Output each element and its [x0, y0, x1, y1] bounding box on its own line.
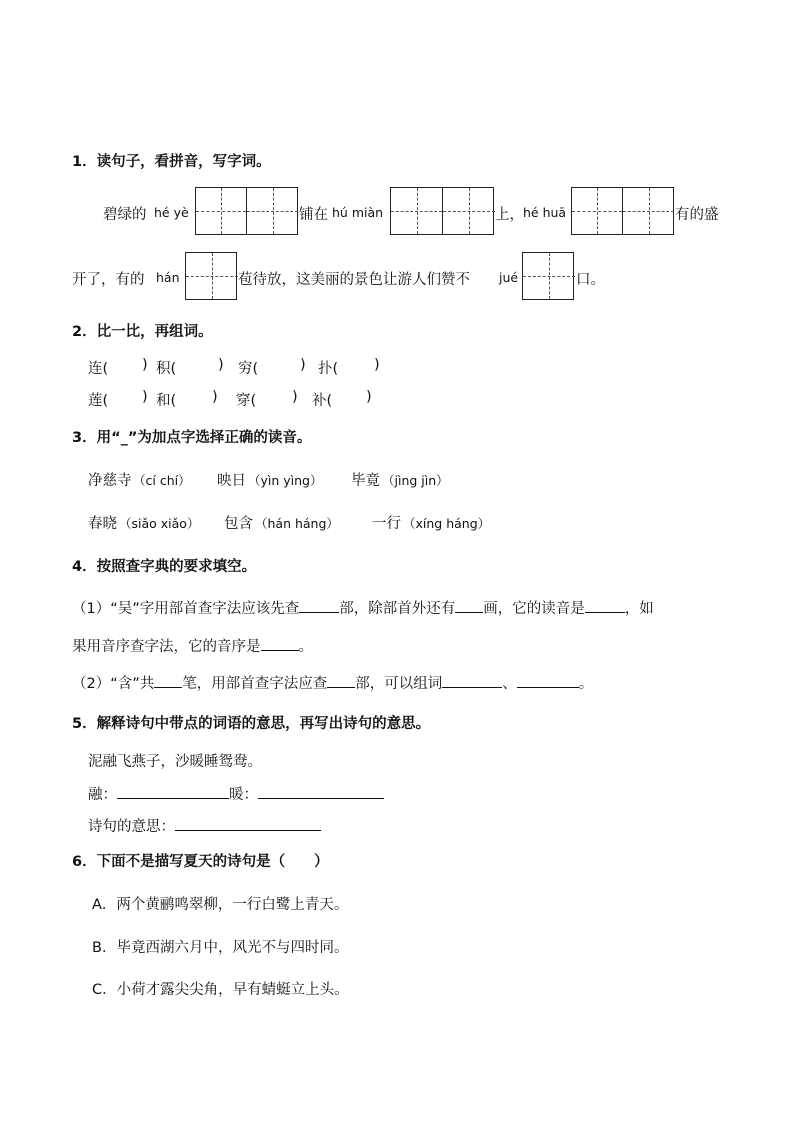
q4-part1: （1）“吴”字用部首查字法应该先查 部，除部首外还有 画，它的读音是 ，如 [72, 597, 654, 618]
q5-heading: 5．解释诗句中带点的词语的意思，再写出诗句的意思。 [72, 716, 431, 732]
q3-word: 春晓 [88, 516, 117, 532]
tianzige-box[interactable] [522, 252, 574, 300]
compare-char: 莲( [88, 393, 109, 409]
pinyin-hint: hú miàn [332, 205, 384, 220]
tianzige-box[interactable] [195, 187, 298, 235]
bracket-close: ) [300, 357, 306, 373]
pinyin-options: （siǎo xiǎo） [119, 516, 200, 531]
answer-blank[interactable] [455, 598, 483, 613]
pinyin-options: （hán háng） [255, 516, 339, 531]
choice-option-a[interactable]: A．两个黄鹂鸣翠柳，一行白鹭上青天。 [92, 897, 349, 913]
q4-heading: 4．按照查字典的要求填空。 [72, 559, 257, 575]
q1-text: 有的盛 [675, 207, 719, 223]
pinyin-hint: jué [499, 270, 519, 285]
pinyin-options: （cí chí） [133, 473, 191, 488]
bracket-close: ) [142, 357, 148, 373]
answer-blank[interactable] [261, 636, 299, 651]
q3-word: 包含 [224, 516, 253, 532]
q3-word: 一行 [372, 516, 401, 532]
answer-blank[interactable] [442, 673, 502, 688]
answer-blank[interactable] [327, 673, 355, 688]
answer-blank[interactable] [299, 598, 339, 613]
q1-text: 碧绿的 [103, 207, 147, 223]
bracket-close: ) [292, 389, 298, 405]
q3-word: 毕竟 [351, 473, 380, 489]
compare-char: 扑( [318, 361, 339, 377]
tianzige-box[interactable] [185, 252, 237, 300]
tianzige-box[interactable] [390, 187, 494, 235]
compare-char: 积( [156, 361, 177, 377]
q3-word: 映日 [217, 473, 246, 489]
q4-part1-cont: 果用音序查字法，它的音序是 。 [72, 635, 313, 656]
answer-blank[interactable] [154, 673, 182, 688]
compare-char: 穷( [238, 361, 259, 377]
bracket-close: ) [366, 389, 372, 405]
q5-rong-line: 融： 暖： [88, 783, 384, 804]
bracket-close: ) [142, 389, 148, 405]
bracket-close: ) [218, 357, 224, 373]
pinyin-hint: hé huā [523, 205, 567, 220]
pinyin-options: （xíng háng） [403, 516, 491, 531]
bracket-close: ) [374, 357, 380, 373]
compare-char: 连( [88, 361, 109, 377]
q3-word: 净慈寺 [88, 473, 132, 489]
compare-char: 补( [312, 393, 333, 409]
pinyin-hint: hé yè [154, 205, 189, 220]
bracket-close: ) [212, 389, 218, 405]
q2-heading: 2．比一比，再组词。 [72, 324, 213, 340]
answer-blank[interactable] [117, 784, 229, 799]
pinyin-hint: hán [156, 270, 180, 285]
q1-text: 上， [495, 207, 524, 223]
answer-blank[interactable] [517, 673, 579, 688]
answer-blank[interactable] [585, 598, 625, 613]
answer-blank[interactable] [258, 784, 384, 799]
compare-char: 和( [156, 393, 177, 409]
choice-option-b[interactable]: B．毕竟西湖六月中，风光不与四时同。 [92, 940, 349, 956]
pinyin-options: （yìn yìng） [248, 473, 323, 488]
answer-blank[interactable] [175, 816, 321, 831]
q1-text: 铺在 [299, 207, 328, 223]
poem-line: 泥融飞燕子，沙暖睡鸳鸯。 [88, 754, 262, 770]
q6-heading: 6．下面不是描写夏天的诗句是（ ） [72, 854, 329, 870]
q1-text: 开了，有的 [72, 272, 145, 288]
q1-text: 口。 [576, 272, 605, 288]
tianzige-box[interactable] [571, 187, 674, 235]
pinyin-options: （jìng jìn） [382, 473, 449, 488]
choice-option-c[interactable]: C．小荷才露尖尖角，早有蜻蜓立上头。 [92, 982, 349, 998]
q3-heading: 3．用“_”为加点字选择正确的读音。 [72, 430, 312, 446]
q5-meaning-line: 诗句的意思： [88, 815, 321, 836]
q1-heading: 1．读句子，看拼音，写字词。 [72, 154, 271, 170]
q1-text: 苞待放，这美丽的景色让游人们赞不 [238, 272, 470, 288]
q4-part2: （2）“含”共 笔，用部首查字法应查 部，可以组词 、 。 [72, 672, 593, 693]
compare-char: 穿( [236, 393, 257, 409]
